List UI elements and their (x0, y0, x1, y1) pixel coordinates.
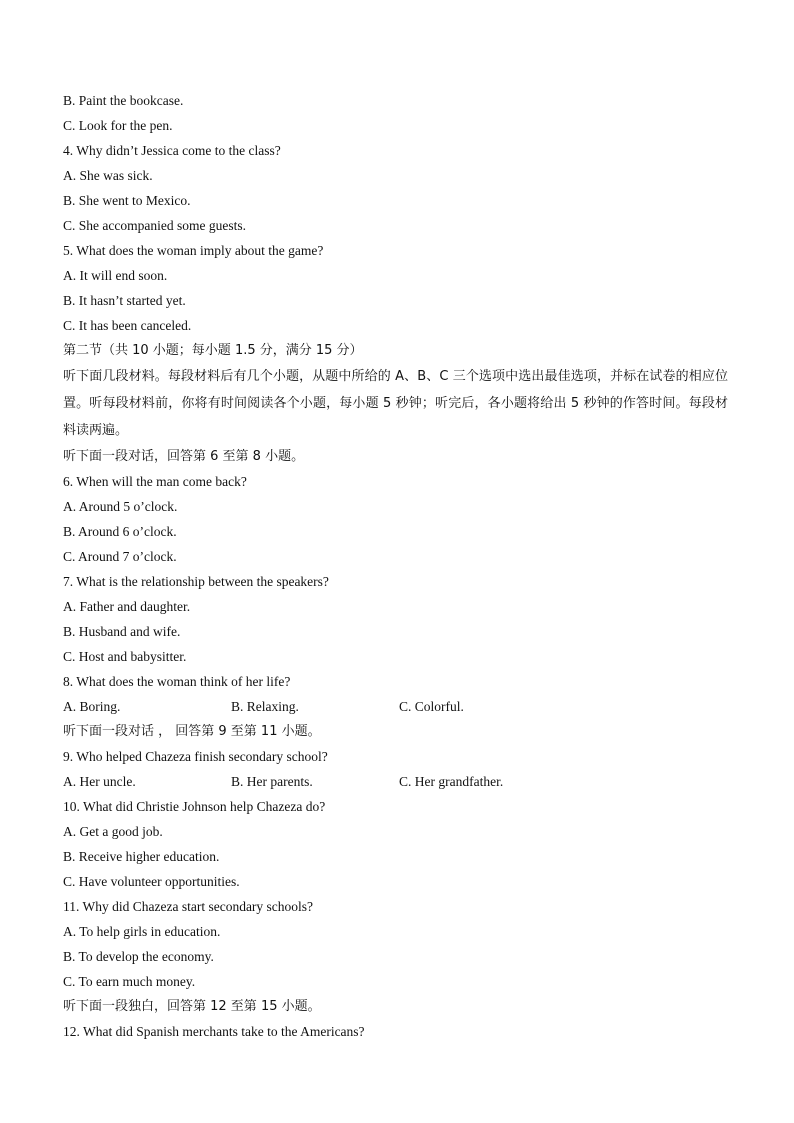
option-3c: C. Look for the pen. (63, 118, 173, 133)
question-9: 9. Who helped Chazeza finish secondary school? (63, 749, 328, 764)
option-5b: B. It hasn’t started yet. (63, 293, 186, 308)
option-4a: A. She was sick. (63, 168, 153, 183)
option-7a: A. Father and daughter. (63, 599, 191, 614)
question-7: 7. What is the relationship between the speakers? (63, 574, 329, 589)
question-5: 5. What does the woman imply about the game? (63, 243, 324, 258)
option-11c: C. To earn much money. (63, 974, 196, 989)
option-8a: A. Boring. (63, 699, 121, 714)
question-11: 11. Why did Chazeza start secondary schools? (63, 899, 314, 914)
option-11b: B. To develop the economy. (63, 949, 214, 964)
section-2-prompt-2: 听下面一段对话 ， 回答第 9 至第 11 小题。 (63, 724, 321, 739)
option-5a: A. It will end soon. (63, 268, 168, 283)
question-8-options (63, 694, 733, 719)
question-8: 8. What does the woman think of her life? (63, 674, 291, 689)
option-7c: C. Host and babysitter. (63, 649, 187, 664)
section-2-title: 第二节（共 10 小题；每小题 1.5 分，满分 15 分） (63, 343, 363, 358)
option-3b: B. Paint the bookcase. (63, 93, 184, 108)
option-6a: A. Around 5 o’clock. (63, 499, 178, 514)
option-9b: B. Her parents. (231, 774, 313, 789)
section-2-instruction: 听下面几段材料。每段材料后有几个小题，从题中所给的 A、B、C 三个选项中选出最佳选项，并标在试卷的相应位置。听每段材料前，你将有时间阅读各个小题，每小题 5 秒钟；听完后，各小题将给出 5 秒钟的作答时间。每段材料读两遍。 (63, 369, 728, 438)
exam-page (63, 88, 733, 1044)
option-10a: A. Get a good job. (63, 824, 163, 839)
question-12: 12. What did Spanish merchants take to the Americans? (63, 1024, 365, 1039)
option-10b: B. Receive higher education. (63, 849, 220, 864)
section-2-prompt-1: 听下面一段对话，回答第 6 至第 8 小题。 (63, 449, 305, 464)
option-6c: C. Around 7 o’clock. (63, 549, 177, 564)
question-9-options (63, 769, 733, 794)
option-9c: C. Her grandfather. (399, 774, 504, 789)
option-8c: C. Colorful. (399, 699, 464, 714)
option-4b: B. She went to Mexico. (63, 193, 191, 208)
option-11a: A. To help girls in education. (63, 924, 221, 939)
option-6b: B. Around 6 o’clock. (63, 524, 177, 539)
option-8b: B. Relaxing. (231, 699, 299, 714)
option-9a: A. Her uncle. (63, 774, 136, 789)
option-5c: C. It has been canceled. (63, 318, 192, 333)
question-6: 6. When will the man come back? (63, 474, 247, 489)
option-7b: B. Husband and wife. (63, 624, 181, 639)
question-4: 4. Why didn’t Jessica come to the class? (63, 143, 281, 158)
section-2-prompt-3: 听下面一段独白，回答第 12 至第 15 小题。 (63, 999, 321, 1014)
option-4c: C. She accompanied some guests. (63, 218, 246, 233)
question-10: 10. What did Christie Johnson help Chazeza do? (63, 799, 326, 814)
option-10c: C. Have volunteer opportunities. (63, 874, 240, 889)
